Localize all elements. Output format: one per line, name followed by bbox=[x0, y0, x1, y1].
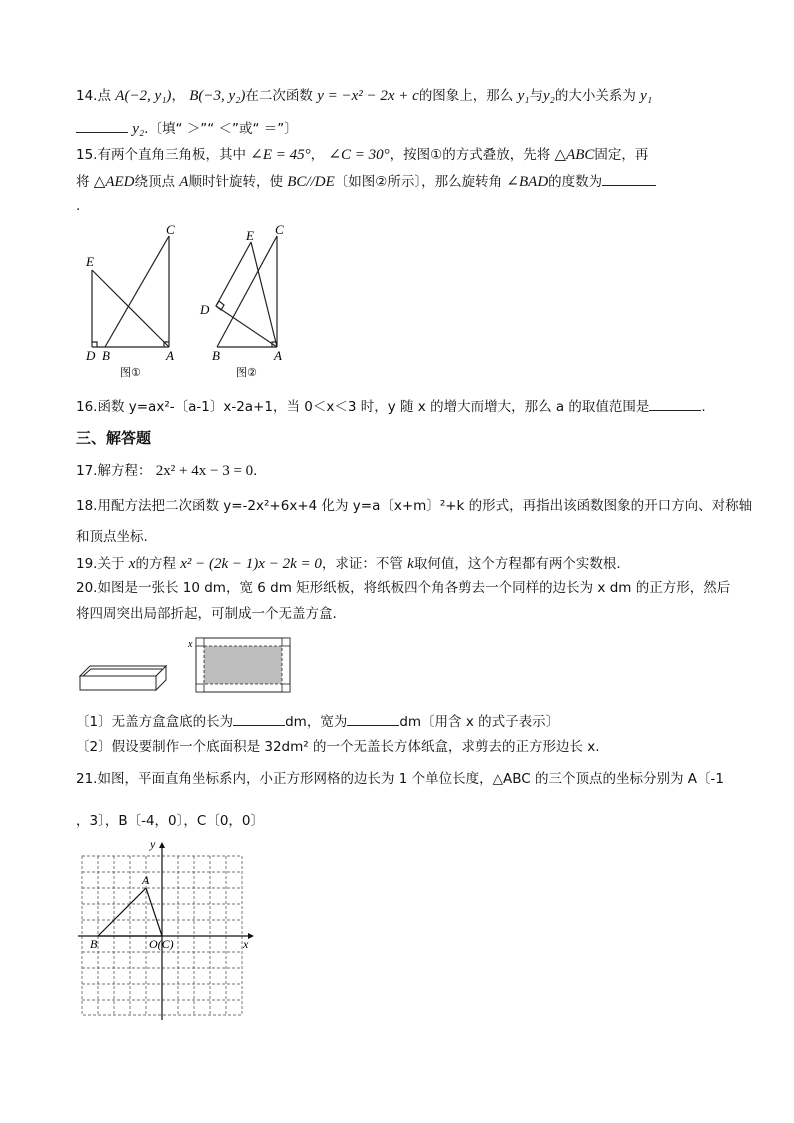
fig1-label-a: A bbox=[166, 348, 174, 363]
q19-line bbox=[76, 554, 621, 574]
q15-triangle-aed: △AED bbox=[93, 174, 135, 190]
q16-end: . bbox=[701, 399, 706, 415]
q15-text-f: 顺时针旋转，使 bbox=[188, 174, 283, 190]
fig2-label-b: B bbox=[212, 348, 220, 363]
q14-point-b: B(−3, y₂) bbox=[189, 88, 246, 104]
fig2-edge-ea bbox=[251, 242, 277, 347]
q15-angle-bad: ∠BAD bbox=[506, 174, 549, 190]
q14-tail2: 的大小关系为 bbox=[554, 88, 636, 104]
q14-point-a: A(−2, y₁) bbox=[115, 88, 172, 104]
q17-end: . bbox=[253, 463, 258, 479]
fig1-label-d: D bbox=[86, 348, 96, 363]
q14-mid: 在二次函数 bbox=[245, 88, 313, 104]
q20-sub1 bbox=[76, 711, 559, 732]
q19-var-k: k bbox=[407, 556, 414, 572]
q17-text: 17.解方程： bbox=[76, 463, 152, 479]
q19-equation: x² − (2k − 1)x − 2k = 0 bbox=[180, 556, 322, 572]
q15-period: . bbox=[76, 198, 81, 214]
q20-sub1-text-b: dm，宽为 bbox=[285, 714, 348, 730]
fig1-label-e: E bbox=[86, 254, 94, 269]
q18-line1: 18.用配方法把二次函数 y=-2x²+6x+4 化为 y=a〔x+m〕²+k 的形式，再指出该函数图象的开口方向、对称轴 bbox=[76, 498, 753, 514]
q14-y2b: y₂ bbox=[132, 121, 145, 137]
q15-triangle-abc: △ABC bbox=[554, 147, 595, 163]
q20-sub2: 〔2〕假设要制作一个底面积是 32dm² 的一个无盖长方体纸盒，求剪去的正方形边长 x. bbox=[76, 739, 600, 755]
cardboard-figure bbox=[188, 636, 294, 696]
coordinate-grid bbox=[78, 837, 258, 1020]
fig2-label-c: C bbox=[275, 222, 284, 237]
q20-line2: 将四周突出局部折起，可制成一个无盖方盒. bbox=[76, 606, 337, 622]
fig2-caption: 图② bbox=[236, 366, 257, 379]
figure-1 bbox=[80, 222, 190, 384]
q17-equation: 2x² + 4x − 3 = 0 bbox=[155, 463, 254, 479]
q19-text-d: 取何值，这个方程都有两个实数根. bbox=[413, 556, 621, 572]
q14-number: 14.点 bbox=[76, 88, 111, 104]
q20-sub1-text-c: dm〔用含 x 的式子表示〕 bbox=[399, 714, 560, 730]
q15-angle-c: ∠C = 30° bbox=[328, 147, 390, 163]
q14-and: 与 bbox=[529, 88, 543, 104]
triangle-side-ac bbox=[146, 888, 162, 936]
q21-line2: ，3〕，B〔-4，0〕，C〔0，0〕 bbox=[76, 813, 265, 829]
q15-text-g: 〔如图②所示〕，那么旋转角 bbox=[334, 174, 503, 190]
point-b-label: B bbox=[90, 937, 98, 951]
q15-line2 bbox=[76, 171, 656, 192]
fig2-label-e: E bbox=[246, 228, 254, 243]
q20-sub1-text-a: 〔1〕无盖方盒盒底的长为 bbox=[76, 714, 234, 730]
y-axis-label: y bbox=[150, 837, 156, 851]
q15-line1 bbox=[76, 145, 648, 165]
triangle-side-ab bbox=[98, 888, 146, 936]
q16-answer-blank[interactable] bbox=[649, 396, 701, 411]
q14-fill-hint: .〔填“ ＞”“ ＜”或“ ＝”〕 bbox=[144, 121, 298, 137]
q14-sep: ， bbox=[171, 88, 185, 104]
q17-line bbox=[76, 461, 257, 481]
q15-comma: ， bbox=[310, 147, 325, 163]
fig1-label-c: C bbox=[166, 222, 175, 237]
q21-line1: 21.如图，平面直角坐标系内，小正方形网格的边长为 1 个单位长度，△ABC 的三个顶点的坐标分别为 A〔-1 bbox=[76, 771, 724, 787]
point-a-label: A bbox=[142, 873, 150, 887]
q20-line1: 20.如图是一张长 10 dm，宽 6 dm 矩形纸板，将纸板四个角各剪去一个同样的边长为 x dm 的正方形，然后 bbox=[76, 580, 731, 596]
box-front bbox=[80, 676, 156, 690]
section-title: 三、解答题 bbox=[76, 429, 152, 447]
corner-square-tl bbox=[196, 638, 204, 646]
fig2-edge-ed bbox=[216, 242, 251, 306]
box-top-opening bbox=[80, 666, 166, 676]
q15-point-a: A bbox=[179, 174, 189, 190]
corner-square-br bbox=[282, 684, 290, 692]
corner-square-tr bbox=[282, 638, 290, 646]
q15-text-b: ，按图①的方式叠放，先将 bbox=[389, 147, 551, 163]
q15-text-d: 将 bbox=[76, 174, 90, 190]
fig2-label-d: D bbox=[200, 302, 210, 317]
cardboard-x-label: x bbox=[188, 639, 193, 650]
q20-length-blank[interactable] bbox=[233, 711, 285, 726]
q16-text: 16.函数 y=ax²-〔a-1〕x-2a+1，当 0＜x＜3 时，y 随 x 的增大而增大，那么 a 的取值范围是 bbox=[76, 399, 650, 415]
q20-width-blank[interactable] bbox=[347, 711, 399, 726]
q19-text-c: ，求证：不管 bbox=[321, 556, 403, 572]
fig2-label-a: A bbox=[274, 348, 282, 363]
q15-text-a: 15.有两个直角三角板，其中 bbox=[76, 147, 246, 163]
x-axis-label: x bbox=[243, 937, 249, 951]
q15-answer-blank[interactable] bbox=[602, 171, 656, 186]
q14-line2 bbox=[76, 118, 298, 139]
q15-text-c: 固定，再 bbox=[594, 147, 649, 163]
fig1-edge-cb bbox=[105, 236, 169, 347]
fig1-edge-ea bbox=[92, 270, 169, 347]
q15-parallel: BC//DE bbox=[287, 174, 335, 190]
fig1-caption: 图① bbox=[120, 366, 141, 379]
corner-square-bl bbox=[196, 684, 204, 692]
q19-text-a: 19.关于 bbox=[76, 556, 125, 572]
fig2-right-angle-d bbox=[216, 301, 224, 310]
q14-line1 bbox=[76, 86, 652, 106]
q14-tail: 的图象上，那么 bbox=[418, 88, 514, 104]
origin-c-label: O(C) bbox=[149, 937, 174, 951]
q19-text-b: 的方程 bbox=[135, 556, 176, 572]
q16-line bbox=[76, 396, 706, 417]
open-box-figure bbox=[78, 660, 168, 694]
q14-y2: y₂ bbox=[542, 88, 555, 104]
y-axis-arrow-icon bbox=[159, 842, 165, 848]
fig1-label-b: B bbox=[102, 348, 110, 363]
q14-y1b: y₁ bbox=[640, 88, 653, 104]
q14-answer-blank[interactable] bbox=[76, 118, 128, 133]
fig1-right-angle-d bbox=[92, 342, 97, 347]
q14-y1: y₁ bbox=[517, 88, 530, 104]
q14-function: y = −x² − 2x + c bbox=[317, 88, 419, 104]
q15-text-h: 的度数为 bbox=[548, 174, 603, 190]
q19-var-x: x bbox=[128, 556, 136, 572]
x-axis-arrow-icon bbox=[248, 933, 254, 939]
box-base-area bbox=[204, 646, 282, 684]
figure-2 bbox=[196, 222, 306, 384]
q15-angle-e: ∠E = 45° bbox=[250, 147, 311, 163]
fig2-edge-cb bbox=[217, 236, 277, 347]
q15-text-e: 绕顶点 bbox=[134, 174, 175, 190]
q18-line2: 和顶点坐标. bbox=[76, 529, 148, 545]
